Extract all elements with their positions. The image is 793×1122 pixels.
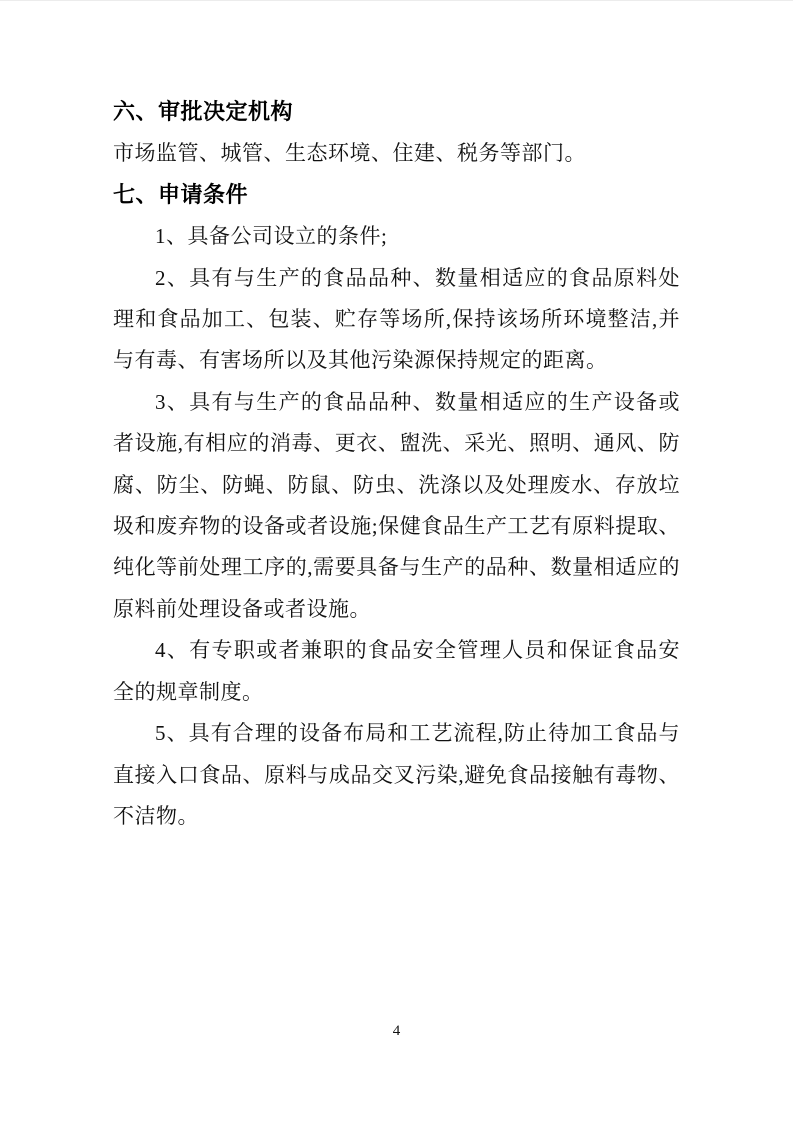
page-number: 4 <box>392 1023 401 1039</box>
page-footer <box>0 1022 793 1040</box>
condition-paragraph-3: 3、具有与生产的食品品种、数量相适应的生产设备或者设施,有相应的消毒、更衣、盥洗、采光、照明、通风、防腐、防尘、防蝇、防鼠、防虫、洗涤以及处理废水、存放垃圾和废弃物的设备或者设施;保健食品生产工艺有原料提取、纯化等前处理工序的,需要具备与生产的品种、数量相适应的原料前处理设备或者设施。 <box>113 389 680 621</box>
paragraph-approval-departments: 市场监管、城管、生态环境、住建、税务等部门。 <box>113 141 586 166</box>
condition-paragraph-2: 2、具有与生产的食品品种、数量相适应的食品原料处理和食品加工、包装、贮存等场所,保持该场所环境整洁,并与有毒、有害场所以及其他污染源保持规定的距离。 <box>113 265 680 373</box>
document-content <box>113 92 680 837</box>
condition-paragraph-5: 5、具有合理的设备布局和工艺流程,防止待加工食品与直接入口食品、原料与成品交叉污染,避免食品接触有毒物、不洁物。 <box>113 721 680 828</box>
condition-paragraph-4: 4、有专职或者兼职的食品安全管理人员和保证食品安全的规章制度。 <box>113 638 680 704</box>
section-heading-application-conditions: 七、申请条件 <box>113 182 249 208</box>
condition-paragraph-1: 1、具备公司设立的条件; <box>155 224 388 249</box>
section-heading-approval-authority: 六、审批决定机构 <box>113 100 294 125</box>
